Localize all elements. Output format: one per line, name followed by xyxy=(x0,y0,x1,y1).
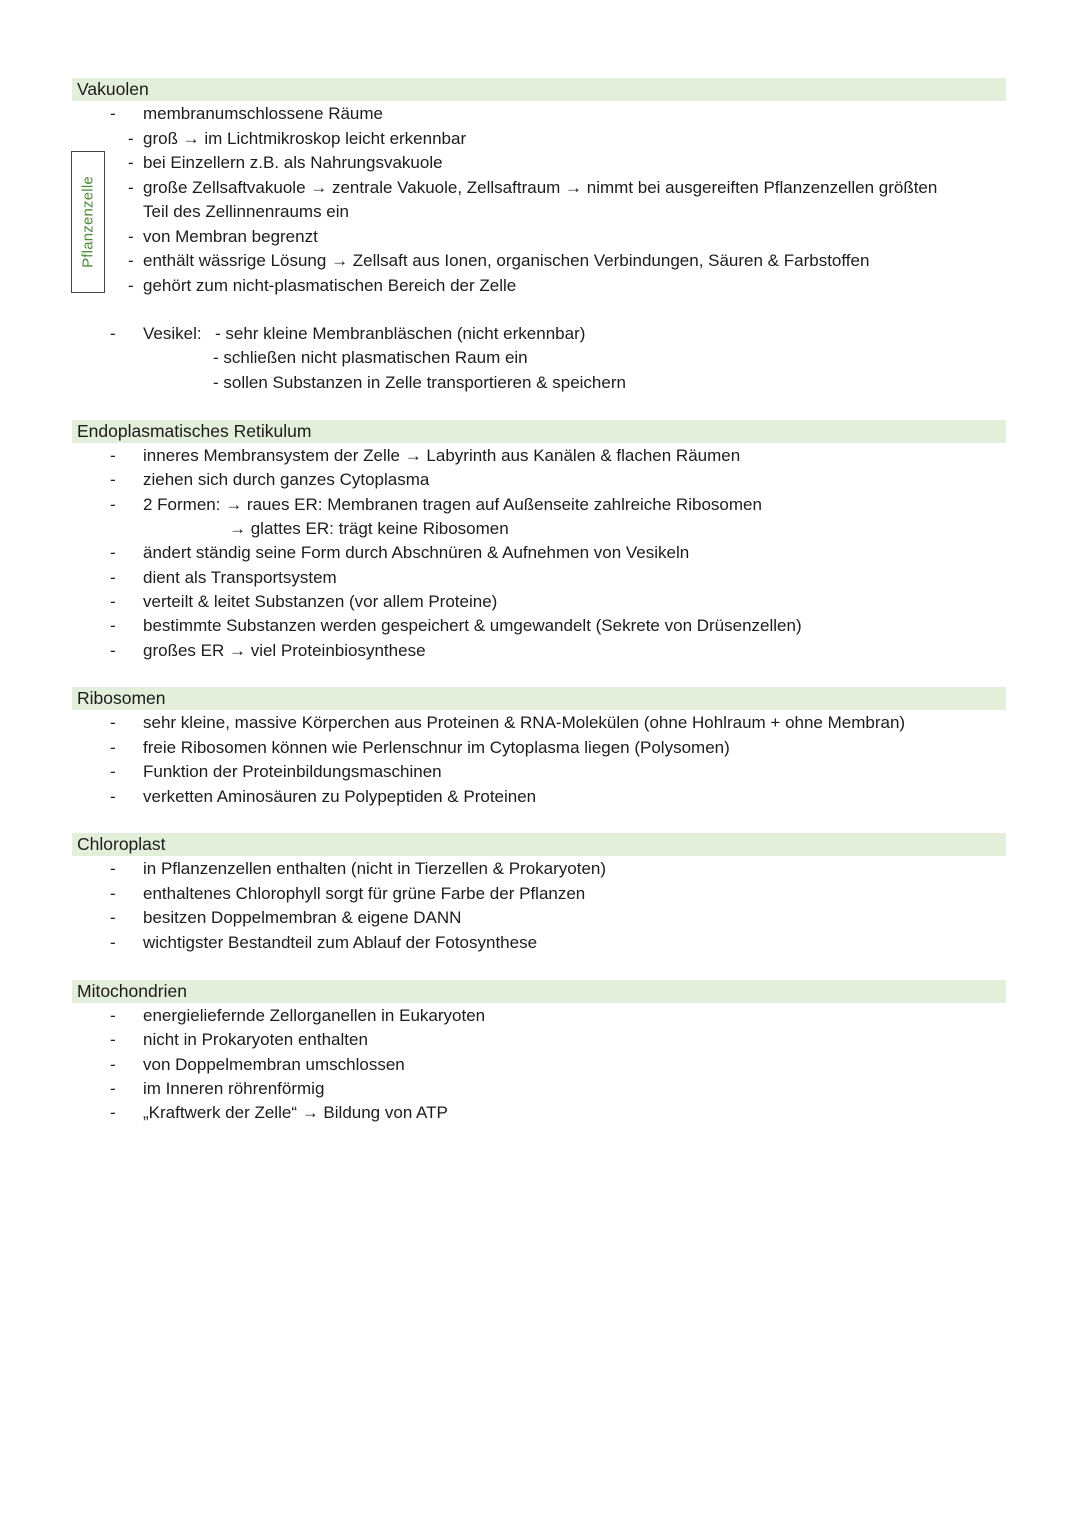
list-item: im Inneren röhrenförmig xyxy=(143,1079,325,1098)
bullet-dash: - xyxy=(110,568,116,587)
list-item: verketten Aminosäuren zu Polypeptiden & Proteinen xyxy=(143,787,537,806)
bullet-dash: - xyxy=(128,227,134,246)
list-item: groß → im Lichtmikroskop leicht erkennbar xyxy=(143,129,467,148)
bullet-dash: - xyxy=(128,153,134,172)
bullet-dash: - xyxy=(110,762,116,781)
bullet-dash: - xyxy=(110,908,116,927)
list-item: von Doppelmembran umschlossen xyxy=(143,1055,405,1074)
list-item: energieliefernde Zellorganellen in Eukaryoten xyxy=(143,1006,486,1025)
list-item: großes ER → viel Proteinbiosynthese xyxy=(143,641,426,660)
section-heading-er: Endoplasmatisches Retikulum xyxy=(72,420,1006,443)
bullet-dash: - xyxy=(128,276,134,295)
bullet-dash: - xyxy=(128,129,134,148)
list-item: gehört zum nicht-plasmatischen Bereich der Zelle xyxy=(143,276,517,295)
list-item: bestimmte Substanzen werden gespeichert & umgewandelt (Sekrete von Drüsenzellen) xyxy=(143,616,802,635)
bullet-dash: - xyxy=(110,104,116,123)
list-item: inneres Membransystem der Zelle → Labyrinth aus Kanälen & flachen Räumen xyxy=(143,446,741,465)
bullet-dash: - xyxy=(110,787,116,806)
list-item: in Pflanzenzellen enthalten (nicht in Tierzellen & Prokaryoten) xyxy=(143,859,607,878)
list-item: besitzen Doppelmembran & eigene DANN xyxy=(143,908,462,927)
list-item: 2 Formen: → raues ER: Membranen tragen auf Außenseite zahlreiche Ribosomen xyxy=(143,495,762,514)
list-item: sehr kleine, massive Körperchen aus Proteinen & RNA-Molekülen (ohne Hohlraum + ohne Membran) xyxy=(143,713,906,732)
list-item: bei Einzellern z.B. als Nahrungsvakuole xyxy=(143,153,443,172)
list-item: verteilt & leitet Substanzen (vor allem Proteine) xyxy=(143,592,498,611)
side-label-box xyxy=(71,151,105,293)
bullet-dash: - xyxy=(110,495,116,514)
bullet-dash: - xyxy=(110,713,116,732)
vesikel-label: Vesikel: xyxy=(143,324,202,343)
list-item-continuation: → glattes ER: trägt keine Ribosomen xyxy=(229,519,509,538)
bullet-dash: - xyxy=(110,738,116,757)
section-heading-mitochondrien: Mitochondrien xyxy=(72,980,1006,1003)
list-item: enthaltenes Chlorophyll sorgt für grüne Farbe der Pflanzen xyxy=(143,884,586,903)
bullet-dash: - xyxy=(110,1006,116,1025)
list-item: von Membran begrenzt xyxy=(143,227,318,246)
list-item: freie Ribosomen können wie Perlenschnur im Cytoplasma liegen (Polysomen) xyxy=(143,738,730,757)
bullet-dash: - xyxy=(110,933,116,952)
vesikel-item: - schließen nicht plasmatischen Raum ein xyxy=(213,348,528,367)
section-heading-ribosomen: Ribosomen xyxy=(72,687,1006,710)
bullet-dash: - xyxy=(128,178,134,197)
bullet-dash: - xyxy=(110,641,116,660)
bullet-dash: - xyxy=(110,446,116,465)
section-heading-vakuolen: Vakuolen xyxy=(72,78,1006,101)
bullet-dash: - xyxy=(110,470,116,489)
bullet-dash: - xyxy=(128,251,134,270)
bullet-dash: - xyxy=(110,859,116,878)
bullet-dash: - xyxy=(110,324,116,343)
bullet-dash: - xyxy=(110,543,116,562)
list-item-continuation: Teil des Zellinnenraums ein xyxy=(143,202,349,221)
list-item: ziehen sich durch ganzes Cytoplasma xyxy=(143,470,430,489)
vesikel-item: - sehr kleine Membranbläschen (nicht erkennbar) xyxy=(215,324,586,343)
section-heading-chloroplast: Chloroplast xyxy=(72,833,1006,856)
list-item: große Zellsaftvakuole → zentrale Vakuole, Zellsaftraum → nimmt bei ausgereiften Pflanzenzellen größten xyxy=(143,178,938,197)
list-item: wichtigster Bestandteil zum Ablauf der Fotosynthese xyxy=(143,933,538,952)
bullet-dash: - xyxy=(110,616,116,635)
list-item: membranumschlossene Räume xyxy=(143,104,383,123)
bullet-dash: - xyxy=(110,592,116,611)
list-item: „Kraftwerk der Zelle“ → Bildung von ATP xyxy=(143,1103,448,1122)
bullet-dash: - xyxy=(110,1079,116,1098)
list-item: nicht in Prokaryoten enthalten xyxy=(143,1030,368,1049)
bullet-dash: - xyxy=(110,1030,116,1049)
list-item: dient als Transportsystem xyxy=(143,568,337,587)
list-item: ändert ständig seine Form durch Abschnüren & Aufnehmen von Vesikeln xyxy=(143,543,690,562)
bullet-dash: - xyxy=(110,1055,116,1074)
bullet-dash: - xyxy=(110,1103,116,1122)
side-label-pflanzenzelle: Pflanzenzelle xyxy=(79,176,97,268)
vesikel-item: - sollen Substanzen in Zelle transportieren & speichern xyxy=(213,373,626,392)
list-item: enthält wässrige Lösung → Zellsaft aus Ionen, organischen Verbindungen, Säuren & Farbstoffen xyxy=(143,251,870,270)
list-item: Funktion der Proteinbildungsmaschinen xyxy=(143,762,442,781)
bullet-dash: - xyxy=(110,884,116,903)
